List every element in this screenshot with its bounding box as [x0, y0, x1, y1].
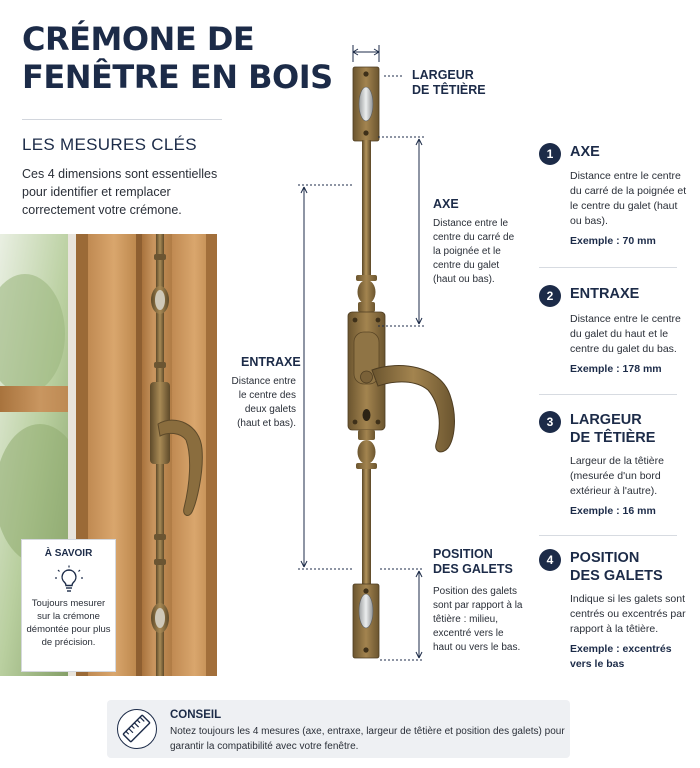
measure-title — [570, 143, 690, 161]
measure-divider — [539, 394, 677, 395]
top-plate — [353, 67, 379, 141]
measure-description: Distance entre le centre du carré de la poignée et le centre du galet (haut ou bas). — [570, 170, 687, 227]
position-dimension — [380, 569, 424, 660]
bottom-galet — [359, 594, 373, 628]
top-galet — [359, 87, 373, 121]
axe-description: Distance entre le centre du carré de la poignée et le centre du galet (haut ou bas). — [433, 218, 515, 285]
lower-rod — [362, 469, 371, 584]
tip-box-text: Toujours mesurer sur la crémone démontée pour plus de précision. — [26, 598, 111, 648]
measure-title-line2: DES GALETS — [570, 568, 663, 584]
advice-text: Notez toujours les 4 mesures (axe, entraxe, largeur de têtière et position des galets) pour garantir la compatibilité avec votre fenêtre. — [170, 726, 565, 752]
position-description: Position des galets sont par rapport à la têtière : milieu, excentré vers le haut ou vers le bas. — [433, 586, 523, 653]
measure-title-line2: DE TÊTIÈRE — [570, 430, 656, 446]
position-label-line1: POSITION — [433, 547, 493, 561]
largeur-label-line1: LARGEUR — [412, 68, 474, 82]
measure-title — [570, 285, 690, 303]
tip-box-title: À SAVOIR — [44, 548, 93, 559]
entraxe-dimension — [298, 185, 352, 569]
measure-title — [570, 411, 690, 447]
advice-title: CONSEIL — [170, 709, 222, 721]
measure-number: 4 — [539, 549, 561, 571]
page-title-line2: FENÊTRE EN BOIS — [22, 58, 333, 96]
measure-number: 1 — [539, 143, 561, 165]
measure-description: Distance entre le centre du galet du haut et le centre du galet du bas. — [570, 313, 681, 355]
measure-title-line1: AXE — [570, 144, 600, 160]
axe-label: AXE — [433, 197, 459, 211]
measure-example: Exemple : 16 mm — [570, 505, 656, 517]
measure-example: Exemple : 178 mm — [570, 363, 662, 375]
measure-example: Exemple : 70 mm — [570, 235, 656, 247]
ruler-icon — [118, 710, 155, 747]
entraxe-description: Distance entre le centre des deux galets (haut et bas). — [231, 376, 296, 429]
position-label-line2: DES GALETS — [433, 562, 513, 576]
measure-title-line1: ENTRAXE — [570, 286, 640, 302]
measure-title-line1: POSITION — [570, 550, 640, 566]
measure-title-line1: LARGEUR — [570, 412, 642, 428]
lower-collar — [356, 430, 377, 469]
measure-description: Indique si les galets sont centrés ou excentrés par rapport à la têtière. — [570, 593, 686, 635]
entraxe-label: ENTRAXE — [241, 355, 301, 369]
intro-text: Ces 4 dimensions sont essentielles pour identifier et remplacer correctement votre crémone. — [22, 167, 218, 217]
measure-number: 2 — [539, 285, 561, 307]
measure-divider — [539, 267, 677, 268]
measure-title — [570, 549, 690, 585]
largeur-label-line2: DE TÊTIÈRE — [412, 83, 486, 97]
axe-dimension — [378, 137, 425, 326]
bottom-plate — [353, 584, 379, 658]
measure-divider — [539, 535, 677, 536]
upper-collar — [356, 275, 377, 312]
measure-number: 3 — [539, 411, 561, 433]
keyhole-icon — [363, 409, 371, 421]
position-label — [433, 547, 513, 577]
largeur-label — [412, 68, 486, 98]
page-title-line1: CRÉMONE DE — [22, 20, 255, 58]
measure-example: Exemple : excentrés vers le bas — [570, 643, 672, 670]
page-subtitle: LES MESURES CLÉS — [22, 135, 197, 154]
advice-banner — [107, 700, 570, 758]
advice-icon-badge — [117, 709, 157, 749]
upper-rod — [362, 140, 371, 275]
measure-description: Largeur de la têtière (mesurée d'un bord extérieur à l'autre). — [570, 455, 664, 497]
